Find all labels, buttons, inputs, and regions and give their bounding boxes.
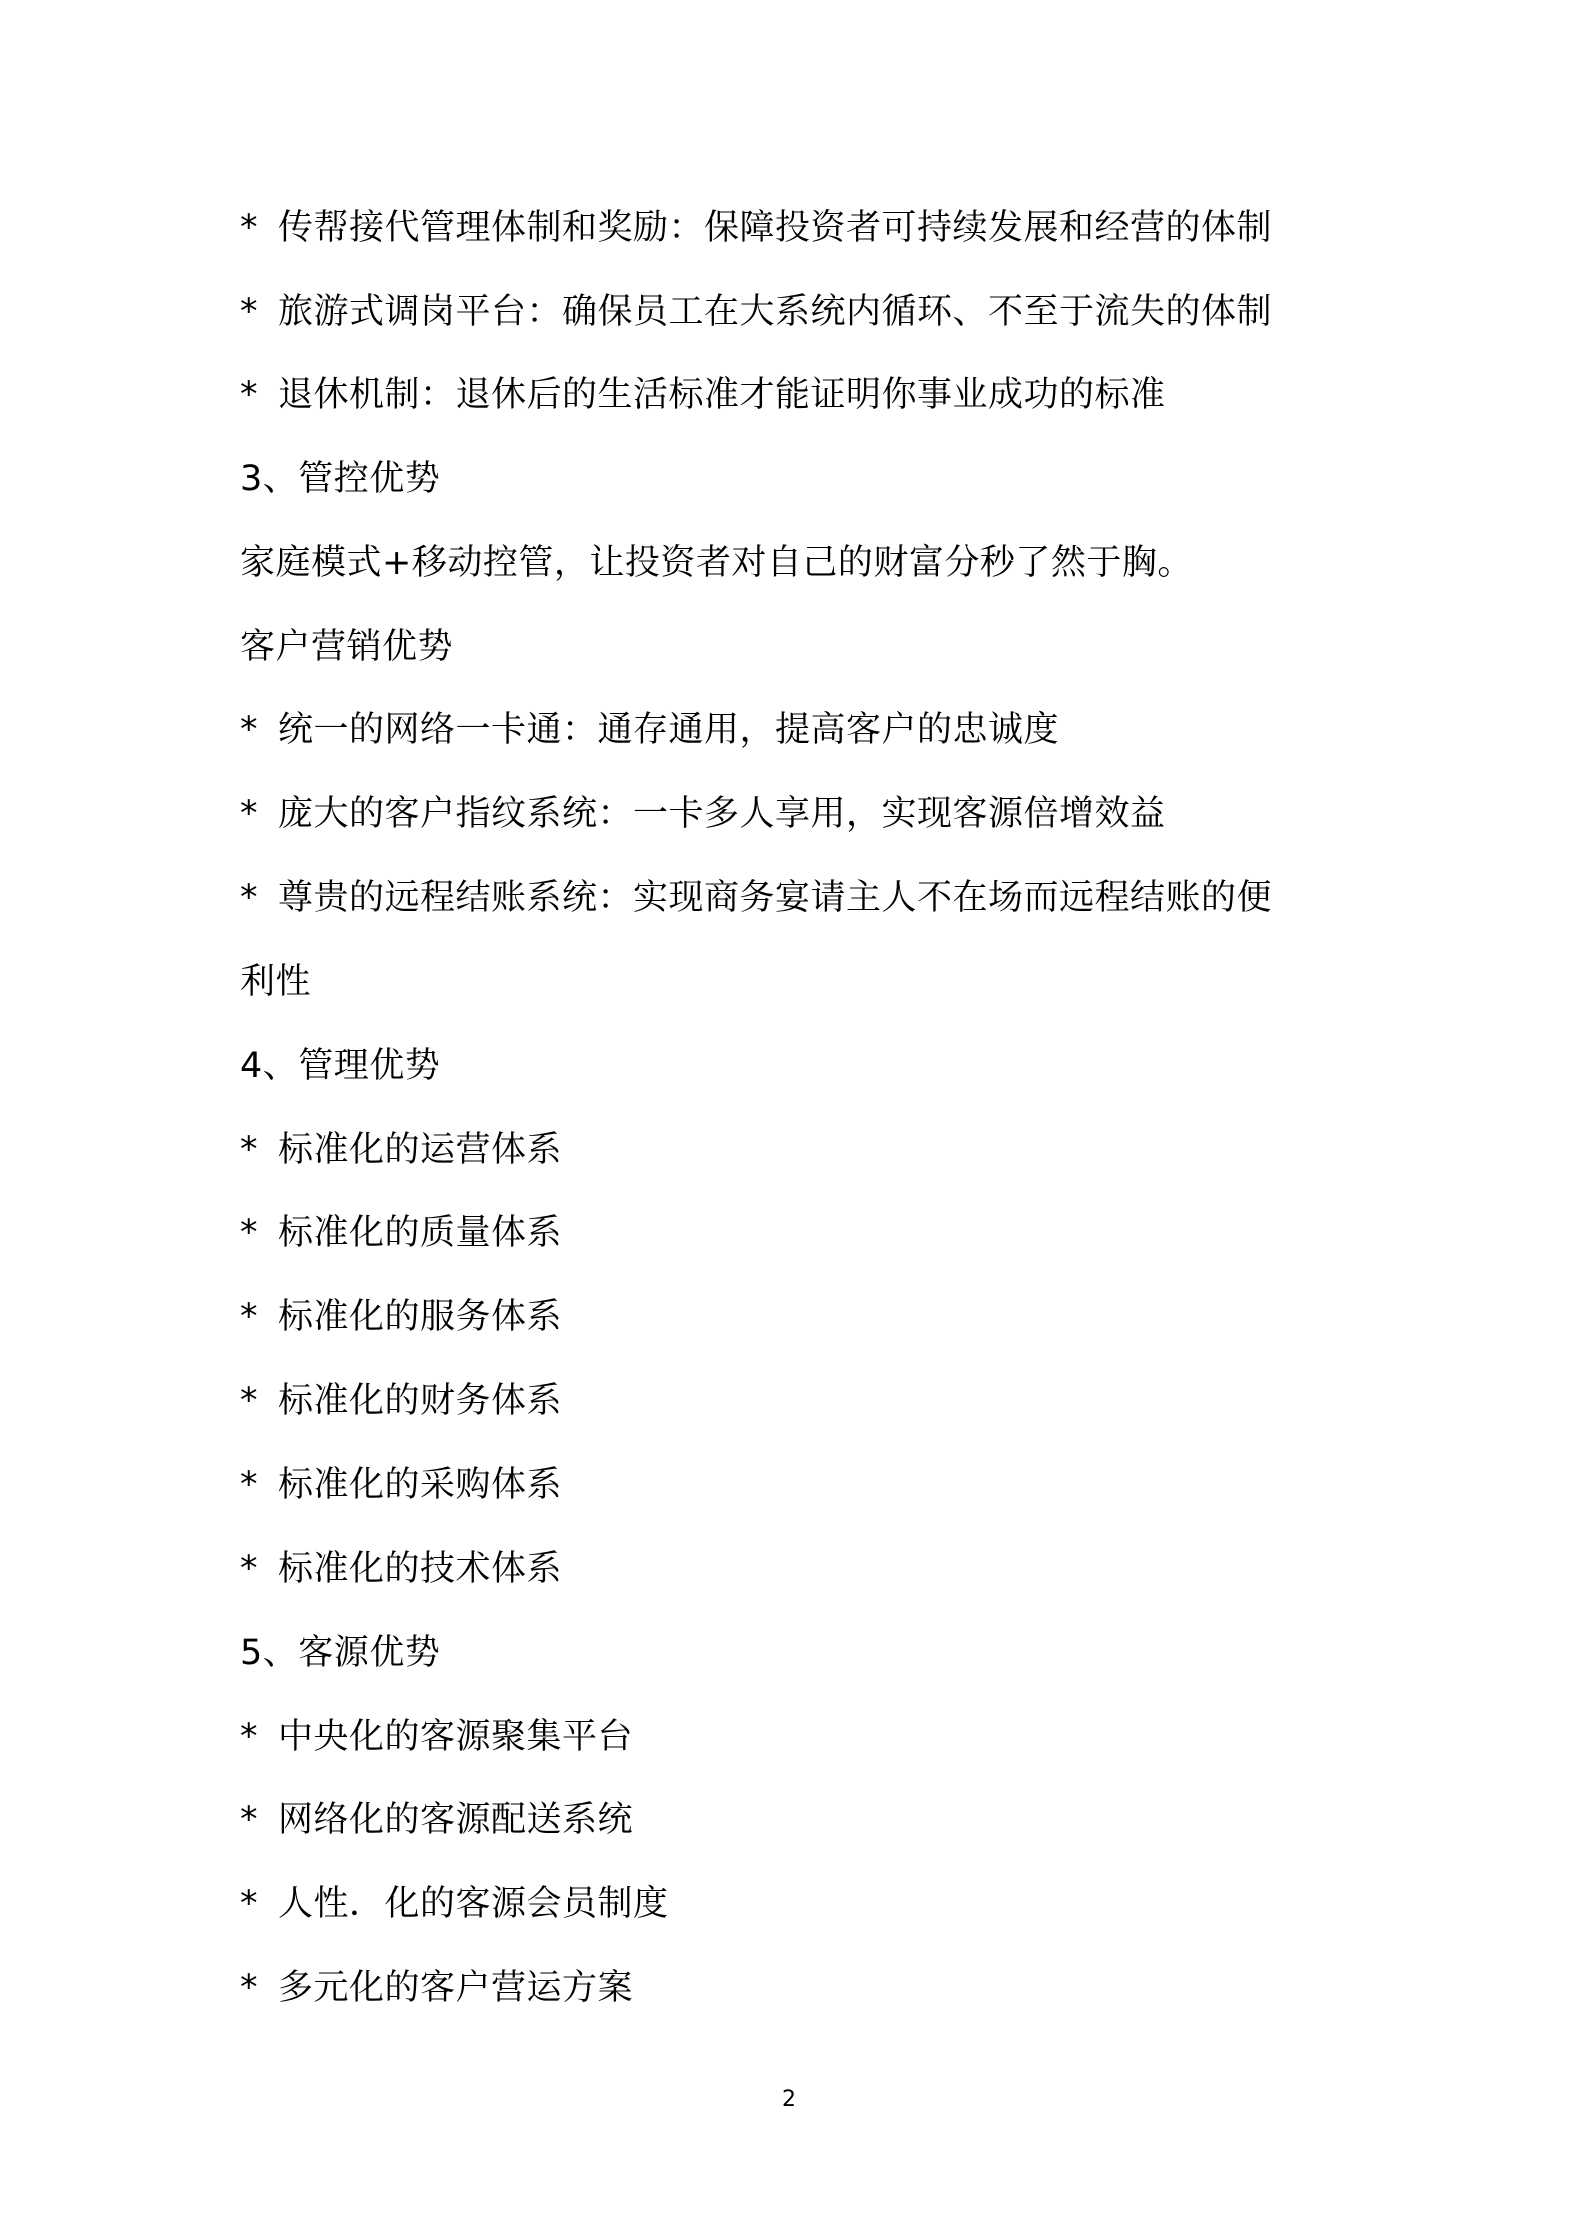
section-heading: 5、客源优势 (240, 1633, 441, 1673)
bullet-item (240, 1463, 562, 1507)
bullet-item (240, 206, 1272, 250)
bullet-item (240, 1295, 562, 1339)
bullet-item (240, 1128, 562, 1172)
bullet-text: 标准化的采购体系 (278, 1465, 563, 1505)
bullet-text: 标准化的服务体系 (278, 1297, 563, 1337)
page-number: 2 (782, 2087, 796, 2112)
bullet-marker: * (240, 794, 258, 834)
bullet-text: 标准化的技术体系 (278, 1549, 563, 1589)
paragraph-line: 利性 (240, 962, 312, 1002)
bullet-text: 标准化的财务体系 (278, 1381, 563, 1421)
bullet-marker: * (240, 292, 258, 332)
bullet-marker: * (240, 1130, 258, 1170)
bullet-marker: * (240, 878, 258, 918)
bullet-marker: * (240, 1213, 258, 1253)
bullet-item (240, 1547, 562, 1591)
bullet-item (240, 1882, 669, 1926)
bullet-marker: * (240, 375, 258, 415)
bullet-marker: * (240, 1968, 258, 2008)
bullet-marker: * (240, 710, 258, 750)
bullet-item (240, 1211, 562, 1255)
bullet-marker: * (240, 1465, 258, 1505)
bullet-item (240, 792, 1166, 836)
bullet-text: 传帮接代管理体制和奖励：保障投资者可持续发展和经营的体制 (278, 208, 1273, 248)
bullet-item (240, 1798, 633, 1842)
bullet-text: 中央化的客源聚集平台 (278, 1717, 634, 1757)
bullet-marker: * (240, 1297, 258, 1337)
bullet-item (240, 290, 1272, 334)
bullet-item (240, 373, 1166, 417)
bullet-item (240, 1715, 633, 1759)
bullet-text: 网络化的客源配送系统 (278, 1800, 634, 1840)
bullet-text: 人性．化的客源会员制度 (278, 1884, 669, 1924)
section-heading: 4、管理优势 (240, 1046, 441, 1086)
section-heading: 3、管控优势 (240, 459, 441, 499)
bullet-marker: * (240, 1381, 258, 1421)
bullet-text: 尊贵的远程结账系统：实现商务宴请主人不在场而远程结账的便 (278, 878, 1273, 918)
paragraph-line: 家庭模式+移动控管，让投资者对自己的财富分秒了然于胸。 (240, 543, 1193, 583)
bullet-marker: * (240, 208, 258, 248)
bullet-text: 退休机制：退休后的生活标准才能证明你事业成功的标准 (278, 375, 1166, 415)
bullet-item (240, 708, 1059, 752)
bullet-text: 庞大的客户指纹系统：一卡多人享用，实现客源倍增效益 (278, 794, 1166, 834)
bullet-text: 多元化的客户营运方案 (278, 1968, 634, 2008)
bullet-item (240, 1379, 562, 1423)
bullet-marker: * (240, 1717, 258, 1757)
bullet-marker: * (240, 1800, 258, 1840)
bullet-marker: * (240, 1549, 258, 1589)
bullet-marker: * (240, 1884, 258, 1924)
bullet-text: 标准化的运营体系 (278, 1130, 563, 1170)
bullet-text: 旅游式调岗平台：确保员工在大系统内循环、不至于流失的体制 (278, 292, 1273, 332)
bullet-item (240, 876, 1272, 920)
bullet-text: 标准化的质量体系 (278, 1213, 563, 1253)
bullet-item (240, 1966, 633, 2010)
bullet-text: 统一的网络一卡通：通存通用，提高客户的忠诚度 (278, 710, 1060, 750)
paragraph-line: 客户营销优势 (240, 627, 454, 667)
